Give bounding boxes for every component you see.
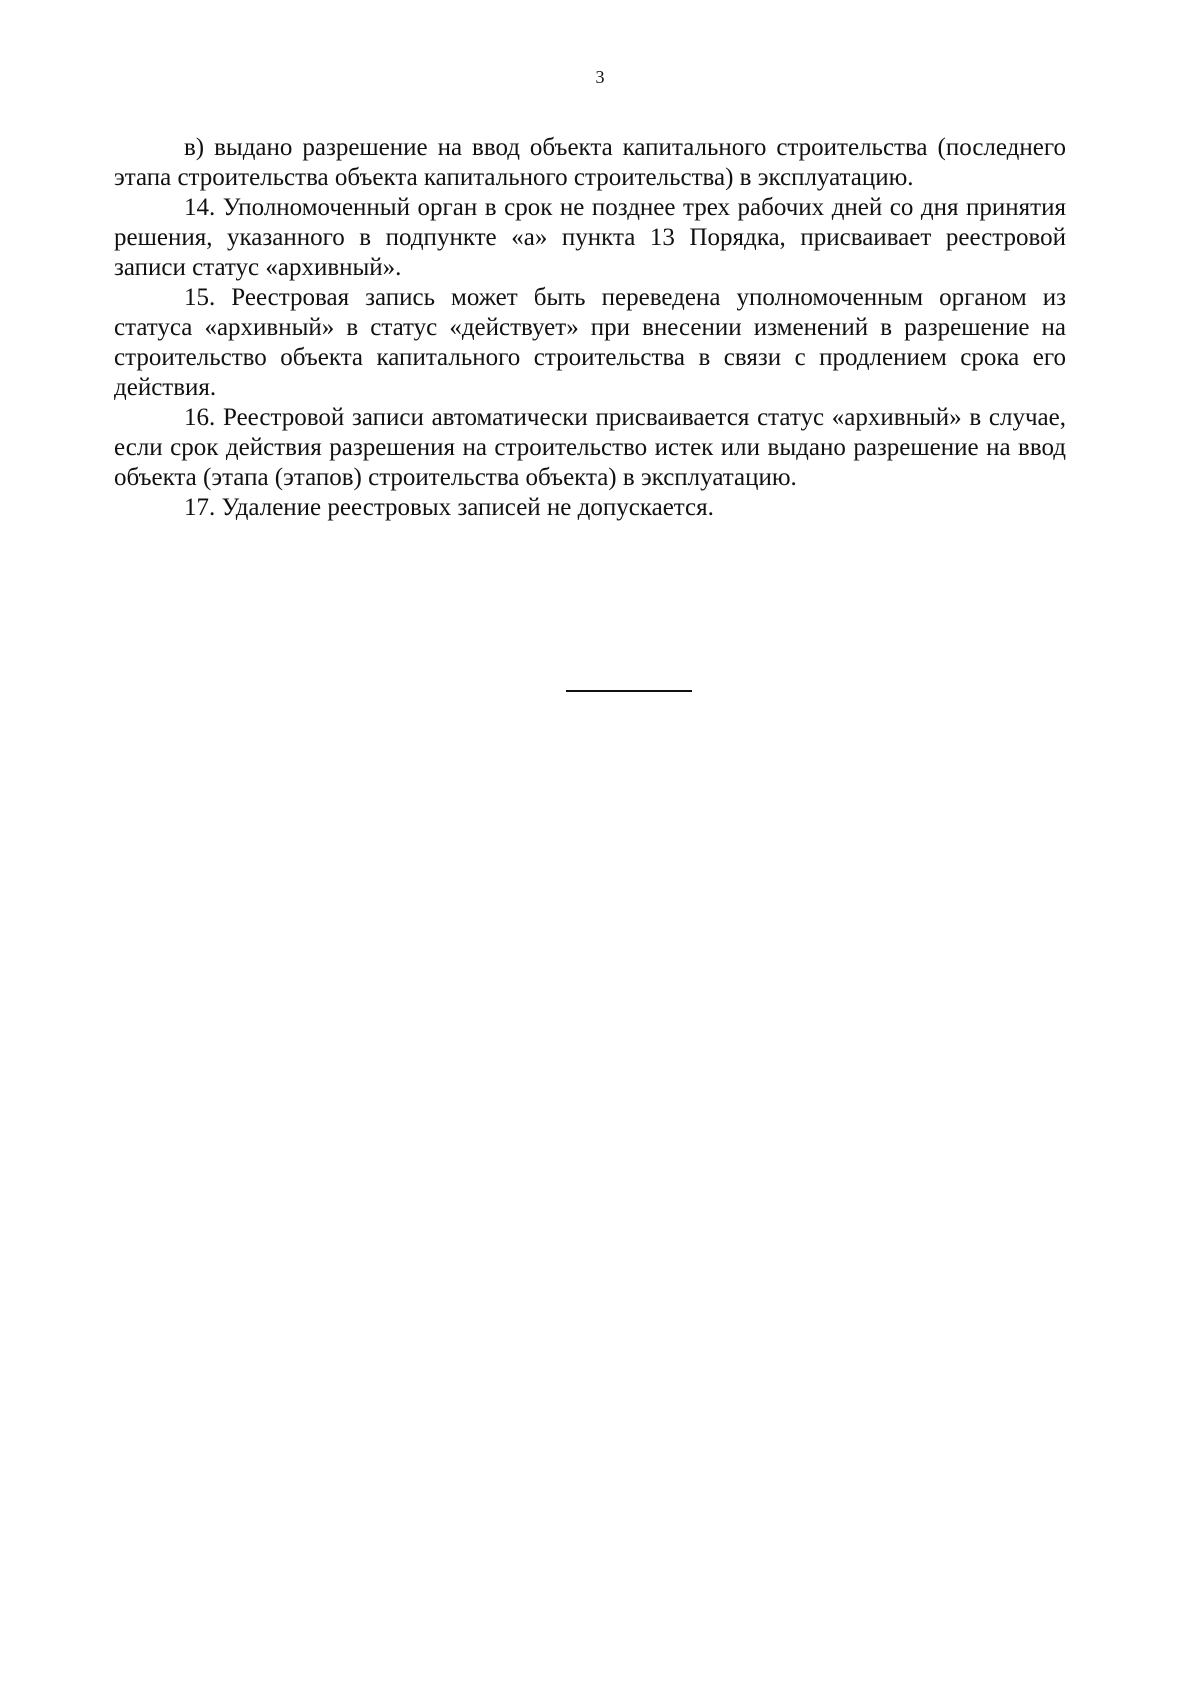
paragraph-15: 15. Реестровая запись может быть переведена уполномоченным органом из статуса «архивный» в статус «действует» при внесении изменений в разрешение на строительство объекта капитального строительства в связи с продлением срока его действия. (114, 284, 1066, 401)
paragraph-16: 16. Реестровой записи автоматически присваивается статус «архивный» в случае, если срок действия разрешения на строительство истек или выдано разрешение на ввод объекта (этапа (этапов) строительства объекта) в эксплуатацию. (114, 404, 1066, 491)
page-number: 3 (595, 67, 605, 87)
paragraph-17: 17. Удаление реестровых записей не допускается. (184, 494, 714, 521)
paragraph-item-v: в) выдано разрешение на ввод объекта капитального строительства (последнего этапа строительства объекта капитального строительства) в эксплуатацию. (114, 134, 1066, 191)
document-body (114, 133, 1066, 523)
paragraph-14: 14. Уполномоченный орган в срок не позднее трех рабочих дней со дня принятия решения, указанного в подпункте «а» пункта 13 Порядка, присваивает реестровой записи статус «архивный». (114, 194, 1066, 281)
end-of-document-rule (566, 690, 692, 692)
